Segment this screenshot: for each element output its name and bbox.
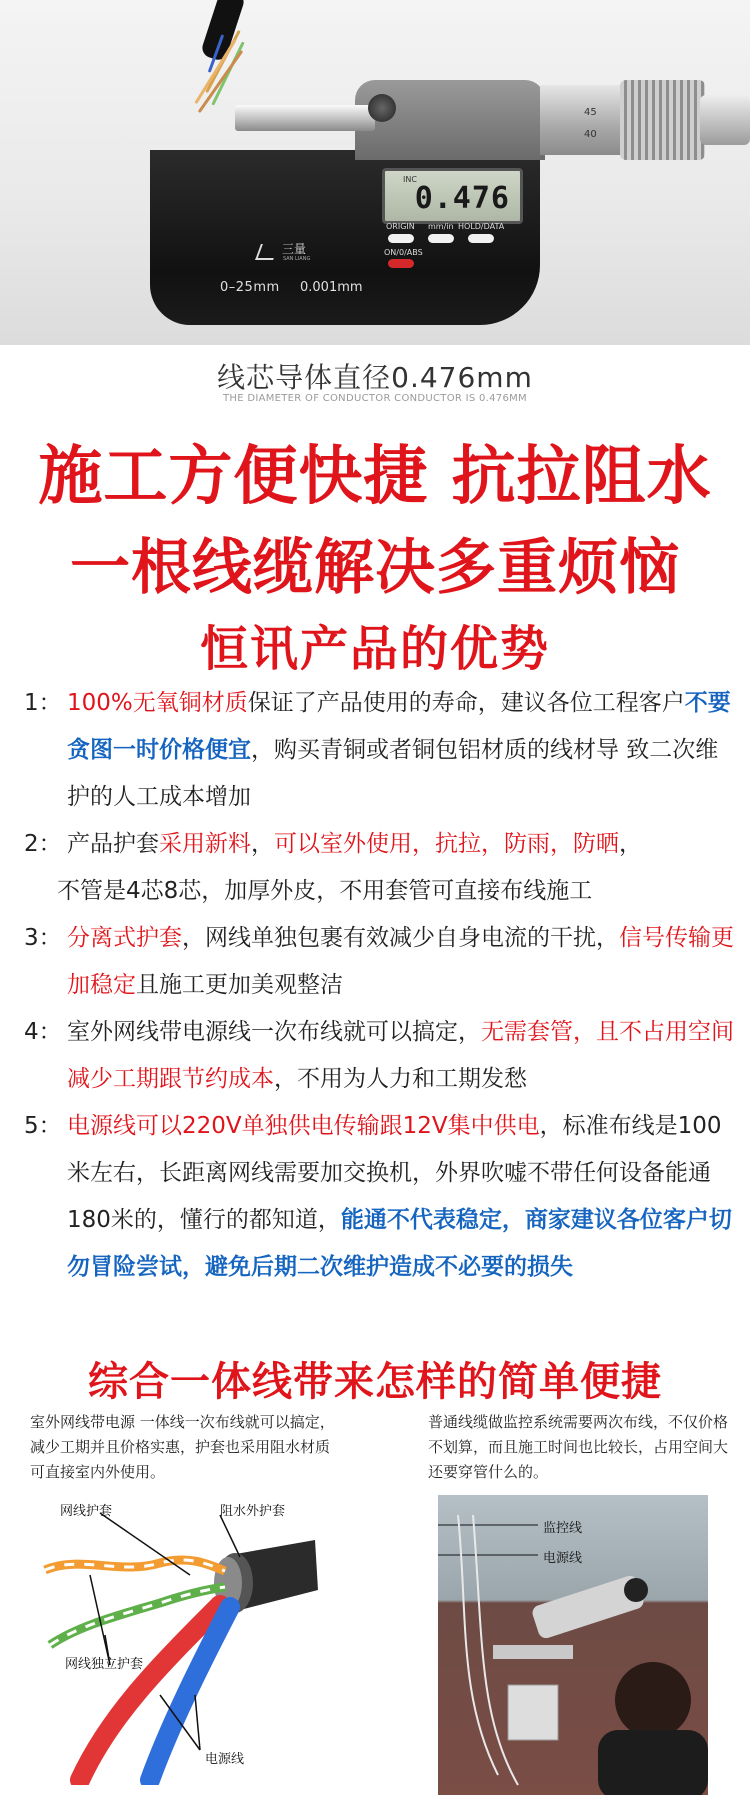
- scale-number: 40: [584, 129, 597, 140]
- hold-data-button-label: HOLD/DATA: [458, 222, 505, 231]
- net-separate-jacket-label: 网线独立护套: [65, 1657, 144, 1672]
- highlight-text: 无需套管，且不占用空间减少工期跟节约成本: [67, 1019, 734, 1092]
- list-item: [24, 1103, 736, 1291]
- highlight-text: 100%无氧铜材质: [67, 690, 248, 716]
- hold-data-button: [468, 234, 494, 243]
- installer-photo: [438, 1495, 708, 1795]
- list-item: [24, 1009, 736, 1103]
- brand-subtitle: SAN LIANG: [283, 256, 311, 262]
- camera-install-image: [438, 1495, 708, 1795]
- scale-number: 45: [584, 107, 597, 118]
- power-line-label: 电源线: [205, 1752, 245, 1767]
- body-text: 且施工更加美观整洁: [136, 972, 343, 998]
- brand-name: 三量: [282, 242, 307, 256]
- highlight-text: 能通不代表稳定，商家建议各位客户切勿冒险尝试，避免后期二次维护造成不必要的损失: [67, 1207, 732, 1280]
- measuring-range: 0–25mm: [220, 280, 280, 295]
- list-item-number: 1：: [24, 690, 62, 716]
- thimble: [540, 85, 620, 155]
- ordinary-cable-description: 普通线缆做监控系统需要两次布线，不仅价格不划算，而且施工时间也比较长，占用空间大还要穿管什么的。: [428, 1413, 729, 1481]
- headline-2: 一根线缆解决多重烦恼: [70, 533, 680, 603]
- list-item-number: 2：: [24, 831, 62, 857]
- net-jacket-label: 网线护套: [60, 1504, 113, 1519]
- ratchet-knob: [700, 95, 750, 145]
- cable-illustration: [40, 1495, 320, 1785]
- micrometer-spindle: [235, 105, 375, 131]
- micrometer-photo: [0, 0, 750, 345]
- body-text: ，: [251, 831, 274, 857]
- body-text: 不管是4芯8芯，加厚外皮，不用套管可直接布线施工: [57, 878, 593, 904]
- body-text: 产品护套: [67, 831, 159, 857]
- highlight-text: 电源线可以220V单独供电传输跟12V集中供电: [67, 1113, 540, 1139]
- body-text: 保证了产品使用的寿命，建议各位工程客户: [247, 690, 685, 716]
- on-abs-button-label: ON/0/ABS: [384, 248, 423, 257]
- mm-in-button: [428, 234, 454, 243]
- ratchet-knurl: [620, 80, 705, 160]
- lcd-inc-label: INC: [403, 175, 417, 184]
- mm-in-button-label: mm/in: [428, 222, 454, 231]
- waterproof-jacket-label: 阻水外护套: [220, 1504, 286, 1519]
- highlight-text: 可以室外使用，抗拉，防雨，防晒: [274, 831, 619, 857]
- lcd-display: [382, 168, 523, 224]
- lcd-reading: 0.476: [414, 181, 510, 216]
- body-text: ，标准布线是100米左右，长距离网线需要加交换机，外界吹嘘不带任何设备能通180米的，懂行的都知道，: [67, 1113, 722, 1233]
- power-line-label: 电源线: [543, 1551, 583, 1566]
- caption-english: THE DIAMETER OF CONDUCTOR CONDUCTOR IS 0.476MM: [223, 393, 527, 404]
- integrated-cable-description: 室外网线带电源 一体线一次布线就可以搞定，减少工期并且价格实惠，护套也采用阻水材质可直接室内外使用。: [30, 1413, 335, 1481]
- list-item-number: 3：: [24, 925, 62, 951]
- body-text: ，网线单独包裹有效减少自身电流的干扰，: [182, 925, 619, 951]
- headline-1: 施工方便快捷 抗拉阻水: [38, 440, 712, 514]
- body-text: 室外网线带电源线一次布线就可以搞定，: [67, 1019, 481, 1045]
- lock-screw: [368, 94, 396, 122]
- highlight-text: 不要贪图一时价格便宜: [67, 690, 731, 763]
- origin-button: [388, 234, 414, 243]
- advantages-list: [24, 680, 736, 1291]
- caption-chinese: 线芯导体直径0.476mm: [217, 361, 533, 394]
- list-item: [24, 821, 736, 915]
- cable-cross-section-image: [40, 1495, 320, 1785]
- origin-button-label: ORIGIN: [386, 222, 415, 231]
- highlight-text: 分离式护套: [67, 925, 182, 951]
- list-item-number: 4：: [24, 1019, 62, 1045]
- highlight-text: 采用新料: [159, 831, 251, 857]
- monitor-line-label: 监控线: [543, 1521, 583, 1536]
- on-abs-button: [388, 259, 414, 268]
- list-item: [24, 680, 736, 821]
- highlight-text: 信号传输更加稳定: [67, 925, 734, 998]
- body-text: ，: [619, 831, 642, 857]
- body-text: ，不用为人力和工期发愁: [274, 1066, 527, 1092]
- list-item-number: 5：: [24, 1113, 62, 1139]
- section-title: 综合一体线带来怎样的简单便捷: [88, 1359, 662, 1405]
- body-text: ，购买青铜或者铜包铝材质的线材导 致二次维护的人工成本增加: [67, 737, 719, 810]
- list-item: [24, 915, 736, 1009]
- headline-3: 恒讯产品的优势: [199, 621, 550, 677]
- resolution: 0.001mm: [300, 280, 363, 295]
